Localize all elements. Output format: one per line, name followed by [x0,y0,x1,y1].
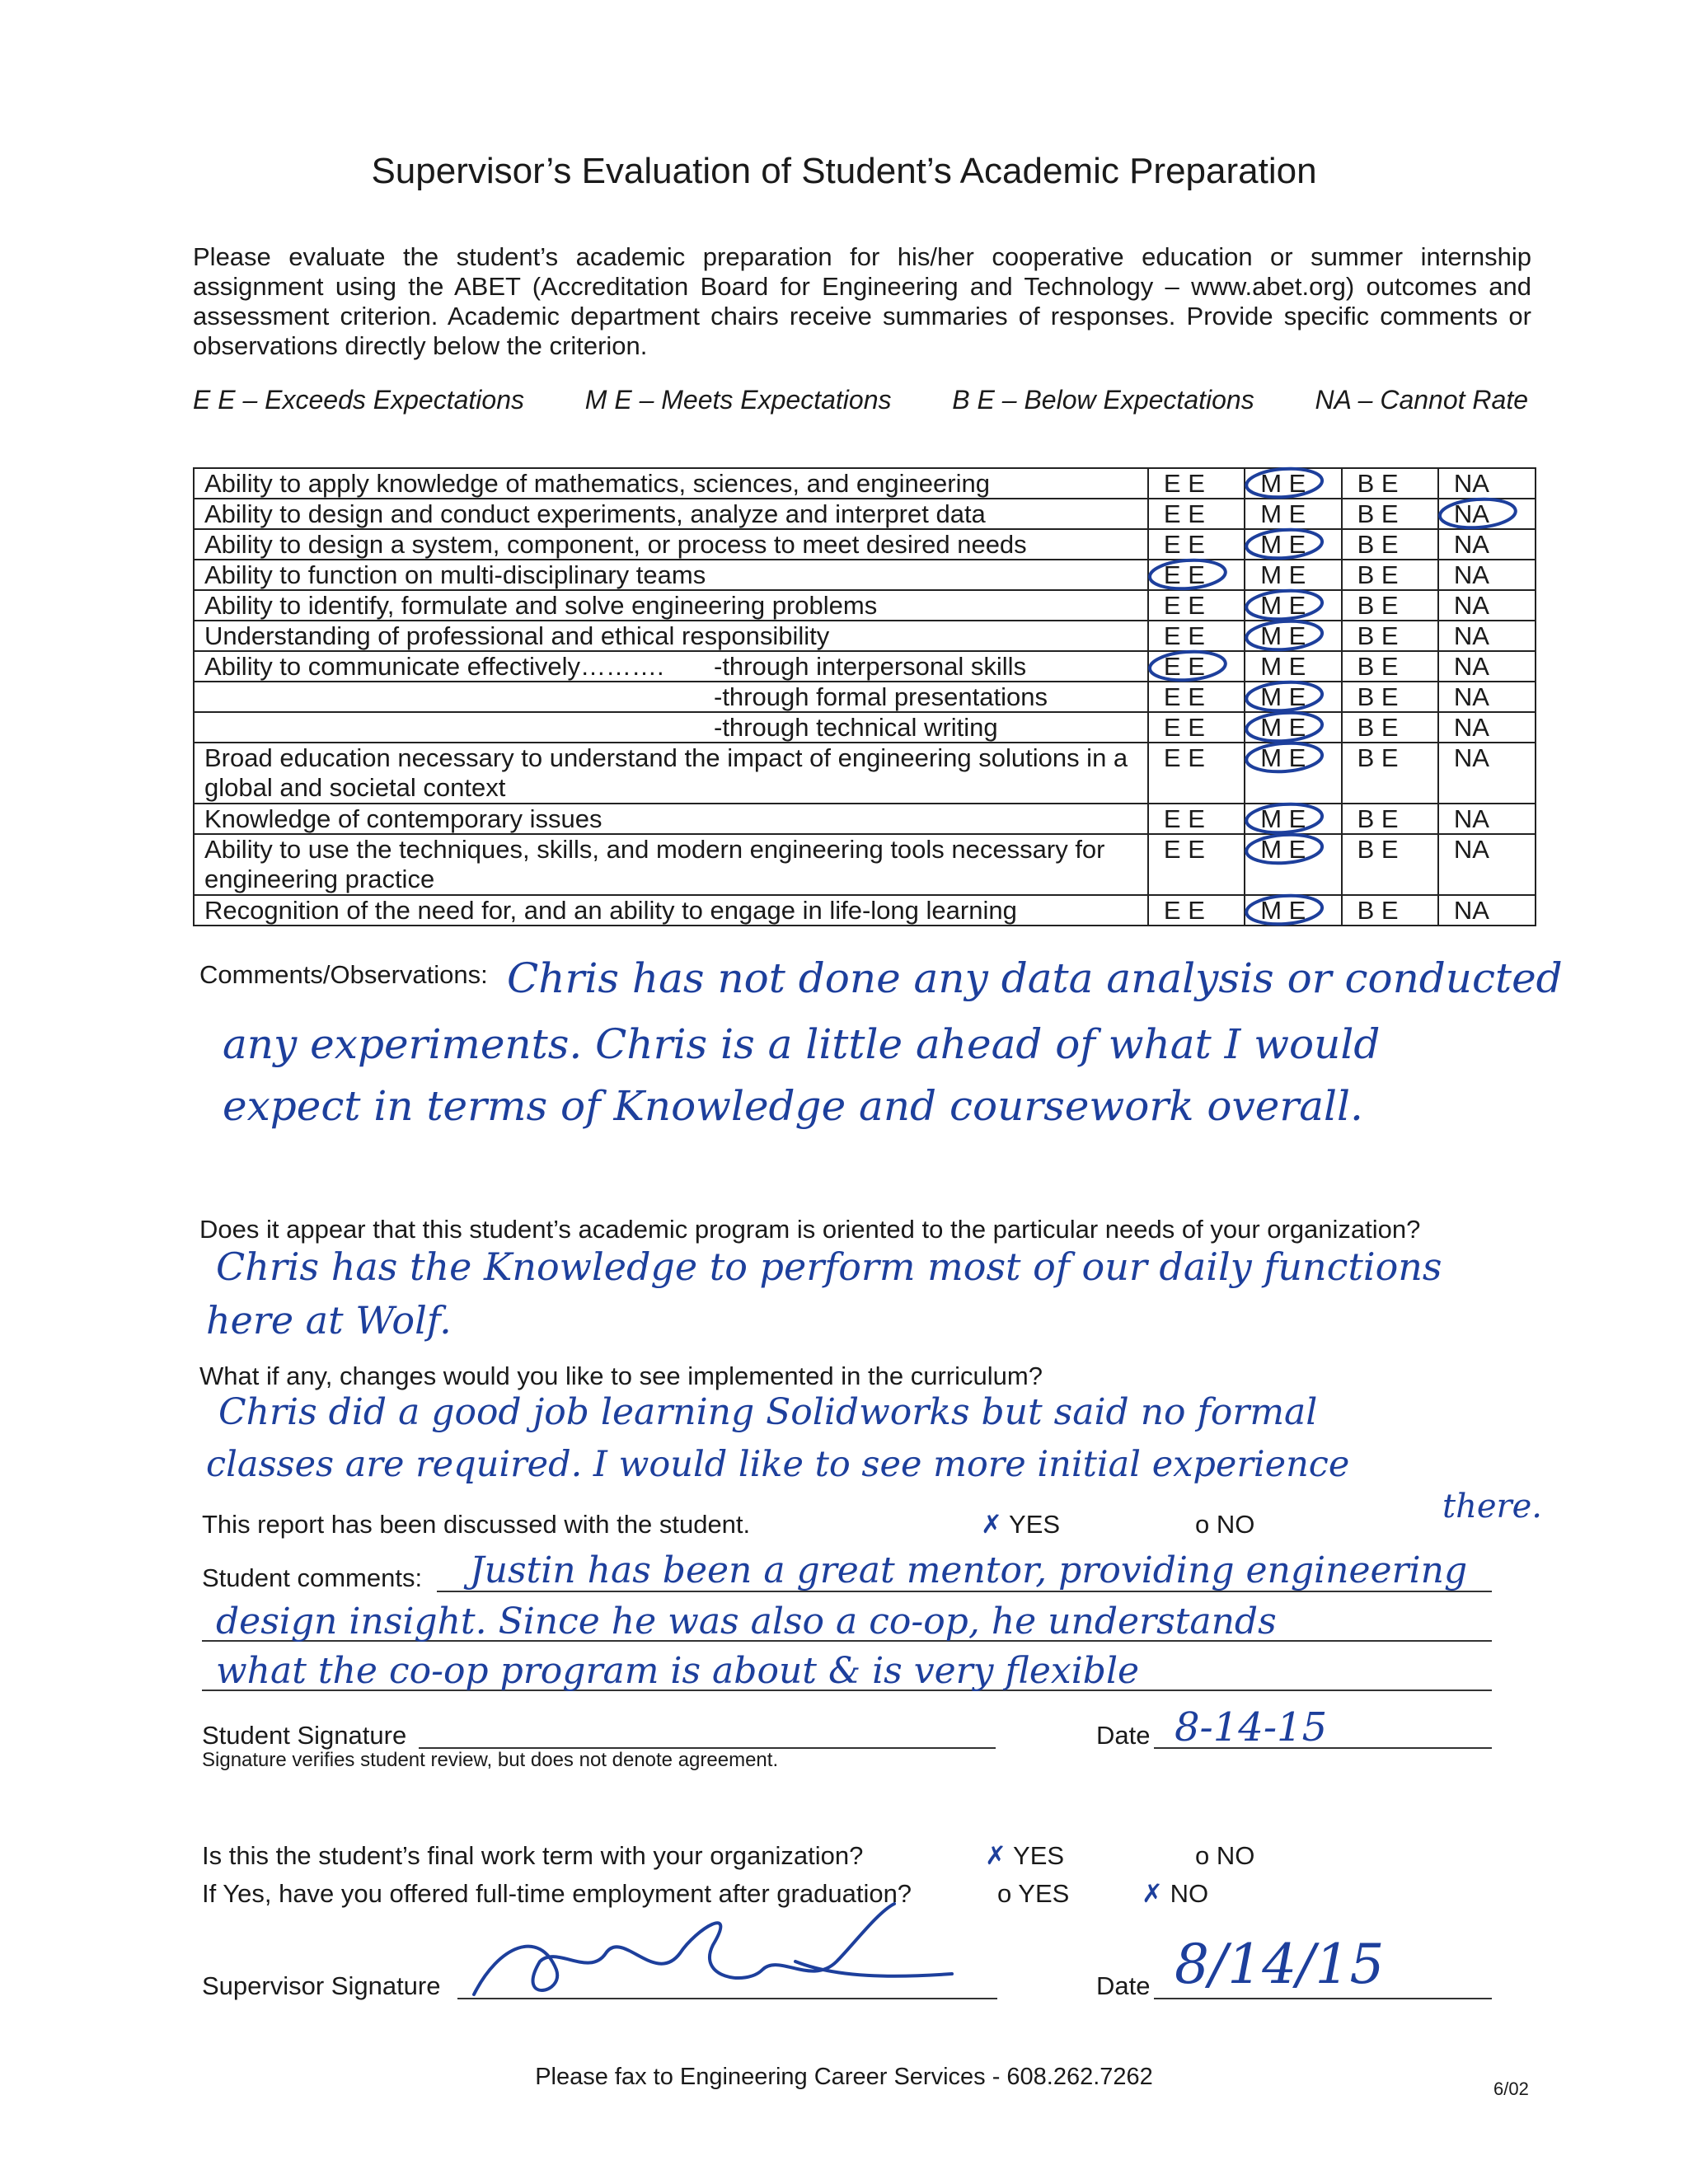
selected-rating-circle [1245,802,1323,835]
final-term-yes-option[interactable]: ✗ YES [985,1841,1065,1871]
rating-option-ee[interactable]: E E [1148,682,1245,712]
selected-rating-circle [1149,558,1226,591]
rating-option-be[interactable]: B E [1342,621,1438,651]
final-term-question: Is this the student’s final work term with your organization? [202,1841,864,1870]
rating-option-be[interactable]: B E [1342,834,1438,895]
rating-option-me[interactable]: M E [1245,590,1341,621]
rating-option-me[interactable]: M E [1245,743,1341,804]
rating-option-ee[interactable]: E E [1148,560,1245,590]
legend-ee: E E – Exceeds Expectations [193,385,524,415]
criterion-label: Knowledge of contemporary issues [194,804,1148,834]
selected-rating-circle [1245,680,1323,713]
student-comment-line-2: design insight. Since he was also a co-op, he understands [216,1601,1277,1643]
selected-rating-circle [1245,619,1323,652]
criterion-label: Ability to function on multi-disciplinary teams [194,560,1148,590]
discussed-label: This report has been discussed with the student. [202,1510,751,1539]
rating-option-na[interactable]: NA [1438,499,1536,529]
comment-line-2: any experiments. Chris is a little ahead of what I would [223,1020,1381,1068]
supervisor-signature-mark [466,1896,960,2011]
rating-option-be[interactable]: B E [1342,743,1438,804]
rating-option-be[interactable]: B E [1342,804,1438,834]
criterion-label: -through formal presentations [194,682,1148,712]
rating-option-na[interactable]: NA [1438,468,1536,499]
checked-mark: ✗ [1142,1879,1163,1909]
rating-option-ee[interactable]: E E [1148,651,1245,682]
criterion-label: -through technical writing [194,712,1148,743]
form-instructions: Please evaluate the student’s academic preparation for his/her cooperative education or summer internship assignment using the ABET (Accreditation Board for Engineering and Technology – www.abet.org) outcomes and assessment criterion. Academic department chairs receive summaries of responses. Provide specific comments or observations directly below the criterion. [193,242,1531,360]
selected-rating-circle [1245,588,1323,621]
supervisor-date-value: 8/14/15 [1175,1933,1385,1996]
supervisor-date-line[interactable] [1154,1998,1492,1999]
rating-option-na[interactable]: NA [1438,682,1536,712]
legend-me: M E – Meets Expectations [584,385,892,415]
rating-option-na[interactable]: NA [1438,651,1536,682]
student-comments-label: Student comments: [202,1563,423,1592]
offer-yes-option[interactable]: o YES [997,1879,1070,1908]
rating-option-na[interactable]: NA [1438,560,1536,590]
selected-rating-circle [1245,741,1323,774]
question-curriculum-changes: What if any, changes would you like to see implemented in the curriculum? [199,1361,1043,1390]
answer-program-orientation-2: here at Wolf. [206,1298,452,1343]
criterion-label: Broad education necessary to understand the impact of engineering solutions in a global and societal context [194,743,1148,804]
signature-note: Signature verifies student review, but does not denote agreement. [202,1749,779,1771]
student-comment-line-1: Justin has been a great mentor, providing engineering [470,1549,1468,1591]
selected-rating-circle [1245,466,1323,499]
answer-curriculum-3: there. [1442,1488,1543,1526]
rating-option-me[interactable]: M E [1245,468,1341,499]
offer-question: If Yes, have you offered full-time employment after graduation? [202,1879,912,1908]
rating-option-me[interactable]: M E [1245,529,1341,560]
offer-no-option[interactable]: ✗ NO [1142,1879,1209,1909]
rating-option-na[interactable]: NA [1438,834,1536,895]
final-term-no-option[interactable]: o NO [1195,1841,1255,1870]
comments-label: Comments/Observations: [199,960,488,989]
rating-option-me[interactable]: M E [1245,712,1341,743]
rating-option-me[interactable]: M E [1245,651,1341,682]
rating-option-ee[interactable]: E E [1148,834,1245,895]
legend-be: B E – Below Expectations [952,385,1254,415]
selected-rating-circle [1149,649,1226,682]
criterion-text: Ability to communicate effectively………. [204,652,664,681]
supervisor-date-label: Date [1096,1971,1151,2000]
answer-program-orientation-1: Chris has the Knowledge to perform most of our daily functions [216,1244,1442,1289]
rating-option-ee[interactable]: E E [1148,499,1245,529]
student-date-value: 8-14-15 [1175,1704,1328,1750]
supervisor-signature-label: Supervisor Signature [202,1971,441,2000]
rating-option-me[interactable]: M E [1245,834,1341,895]
criterion-label: Ability to identify, formulate and solve engineering problems [194,590,1148,621]
legend-na: NA – Cannot Rate [1315,385,1528,415]
selected-rating-circle [1245,710,1323,743]
selected-rating-circle [1245,832,1323,865]
criterion-label: Recognition of the need for, and an ability to engage in life-long learning [194,895,1148,926]
rating-option-ee[interactable]: E E [1148,621,1245,651]
selected-rating-circle [1439,497,1517,530]
checked-mark: ✗ [985,1841,1006,1871]
rating-option-be[interactable]: B E [1342,895,1438,926]
rating-option-na[interactable]: NA [1438,804,1536,834]
rating-option-ee[interactable]: E E [1148,529,1245,560]
selected-rating-circle [1245,527,1323,560]
rating-option-be[interactable]: B E [1342,560,1438,590]
rating-option-me[interactable]: M E [1245,621,1341,651]
rating-option-na[interactable]: NA [1438,621,1536,651]
rating-option-na[interactable]: NA [1438,590,1536,621]
rating-option-be[interactable]: B E [1342,529,1438,560]
answer-curriculum-1: Chris did a good job learning Solidworks but said no formal [218,1391,1318,1433]
student-date-label: Date [1096,1721,1151,1750]
discussed-no-option[interactable]: o NO [1195,1510,1255,1539]
rating-option-be[interactable]: B E [1342,712,1438,743]
criterion-label: Ability to design and conduct experiments, analyze and interpret data [194,499,1148,529]
rating-option-ee[interactable]: E E [1148,468,1245,499]
criterion-label: Ability to apply knowledge of mathematics, sciences, and engineering [194,468,1148,499]
form-code: 6/02 [1493,2079,1529,2099]
rating-option-be[interactable]: B E [1342,590,1438,621]
comment-line-1: Chris has not done any data analysis or conducted [507,954,1563,1002]
criterion-subtext: -through interpersonal skills [714,652,1027,681]
rating-option-me[interactable]: M E [1245,895,1341,926]
rating-option-me[interactable]: M E [1245,560,1341,590]
student-signature-label: Student Signature [202,1721,407,1750]
selected-rating-circle [1245,893,1323,926]
rating-option-ee[interactable]: E E [1148,804,1245,834]
rating-option-me[interactable]: M E [1245,804,1341,834]
rating-option-ee[interactable]: E E [1148,743,1245,804]
form-title: Supervisor’s Evaluation of Student’s Academic Preparation [371,151,1317,191]
fax-footer: Please fax to Engineering Career Services - 608.262.7262 [535,2064,1153,2090]
answer-curriculum-2: classes are required. I would like to see more initial experience [206,1444,1350,1485]
rating-option-na[interactable]: NA [1438,529,1536,560]
rating-option-ee[interactable]: E E [1148,712,1245,743]
discussed-yes-option[interactable]: ✗ YES [981,1510,1061,1540]
rating-option-me[interactable]: M E [1245,682,1341,712]
rating-option-be[interactable]: B E [1342,499,1438,529]
rating-option-be[interactable]: B E [1342,682,1438,712]
rating-option-be[interactable]: B E [1342,651,1438,682]
rating-option-ee[interactable]: E E [1148,590,1245,621]
rating-option-na[interactable]: NA [1438,712,1536,743]
criterion-label: Ability to use the techniques, skills, and modern engineering tools necessary for engineering practice [194,834,1148,895]
question-program-orientation: Does it appear that this student’s academic program is oriented to the particular needs of your organization? [199,1215,1421,1244]
rating-option-be[interactable]: B E [1342,468,1438,499]
student-comment-line-3: what the co-op program is about & is very flexible [216,1650,1140,1692]
rating-option-ee[interactable]: E E [1148,895,1245,926]
criterion-label: Ability to design a system, component, or process to meet desired needs [194,529,1148,560]
rating-circles [0,0,1688,989]
rating-option-na[interactable]: NA [1438,895,1536,926]
checked-mark: ✗ [981,1510,1002,1540]
rating-option-me[interactable]: M E [1245,499,1341,529]
comment-line-3: expect in terms of Knowledge and coursework overall. [223,1082,1363,1130]
criterion-label: Understanding of professional and ethical responsibility [194,621,1148,651]
rating-option-na[interactable]: NA [1438,743,1536,804]
